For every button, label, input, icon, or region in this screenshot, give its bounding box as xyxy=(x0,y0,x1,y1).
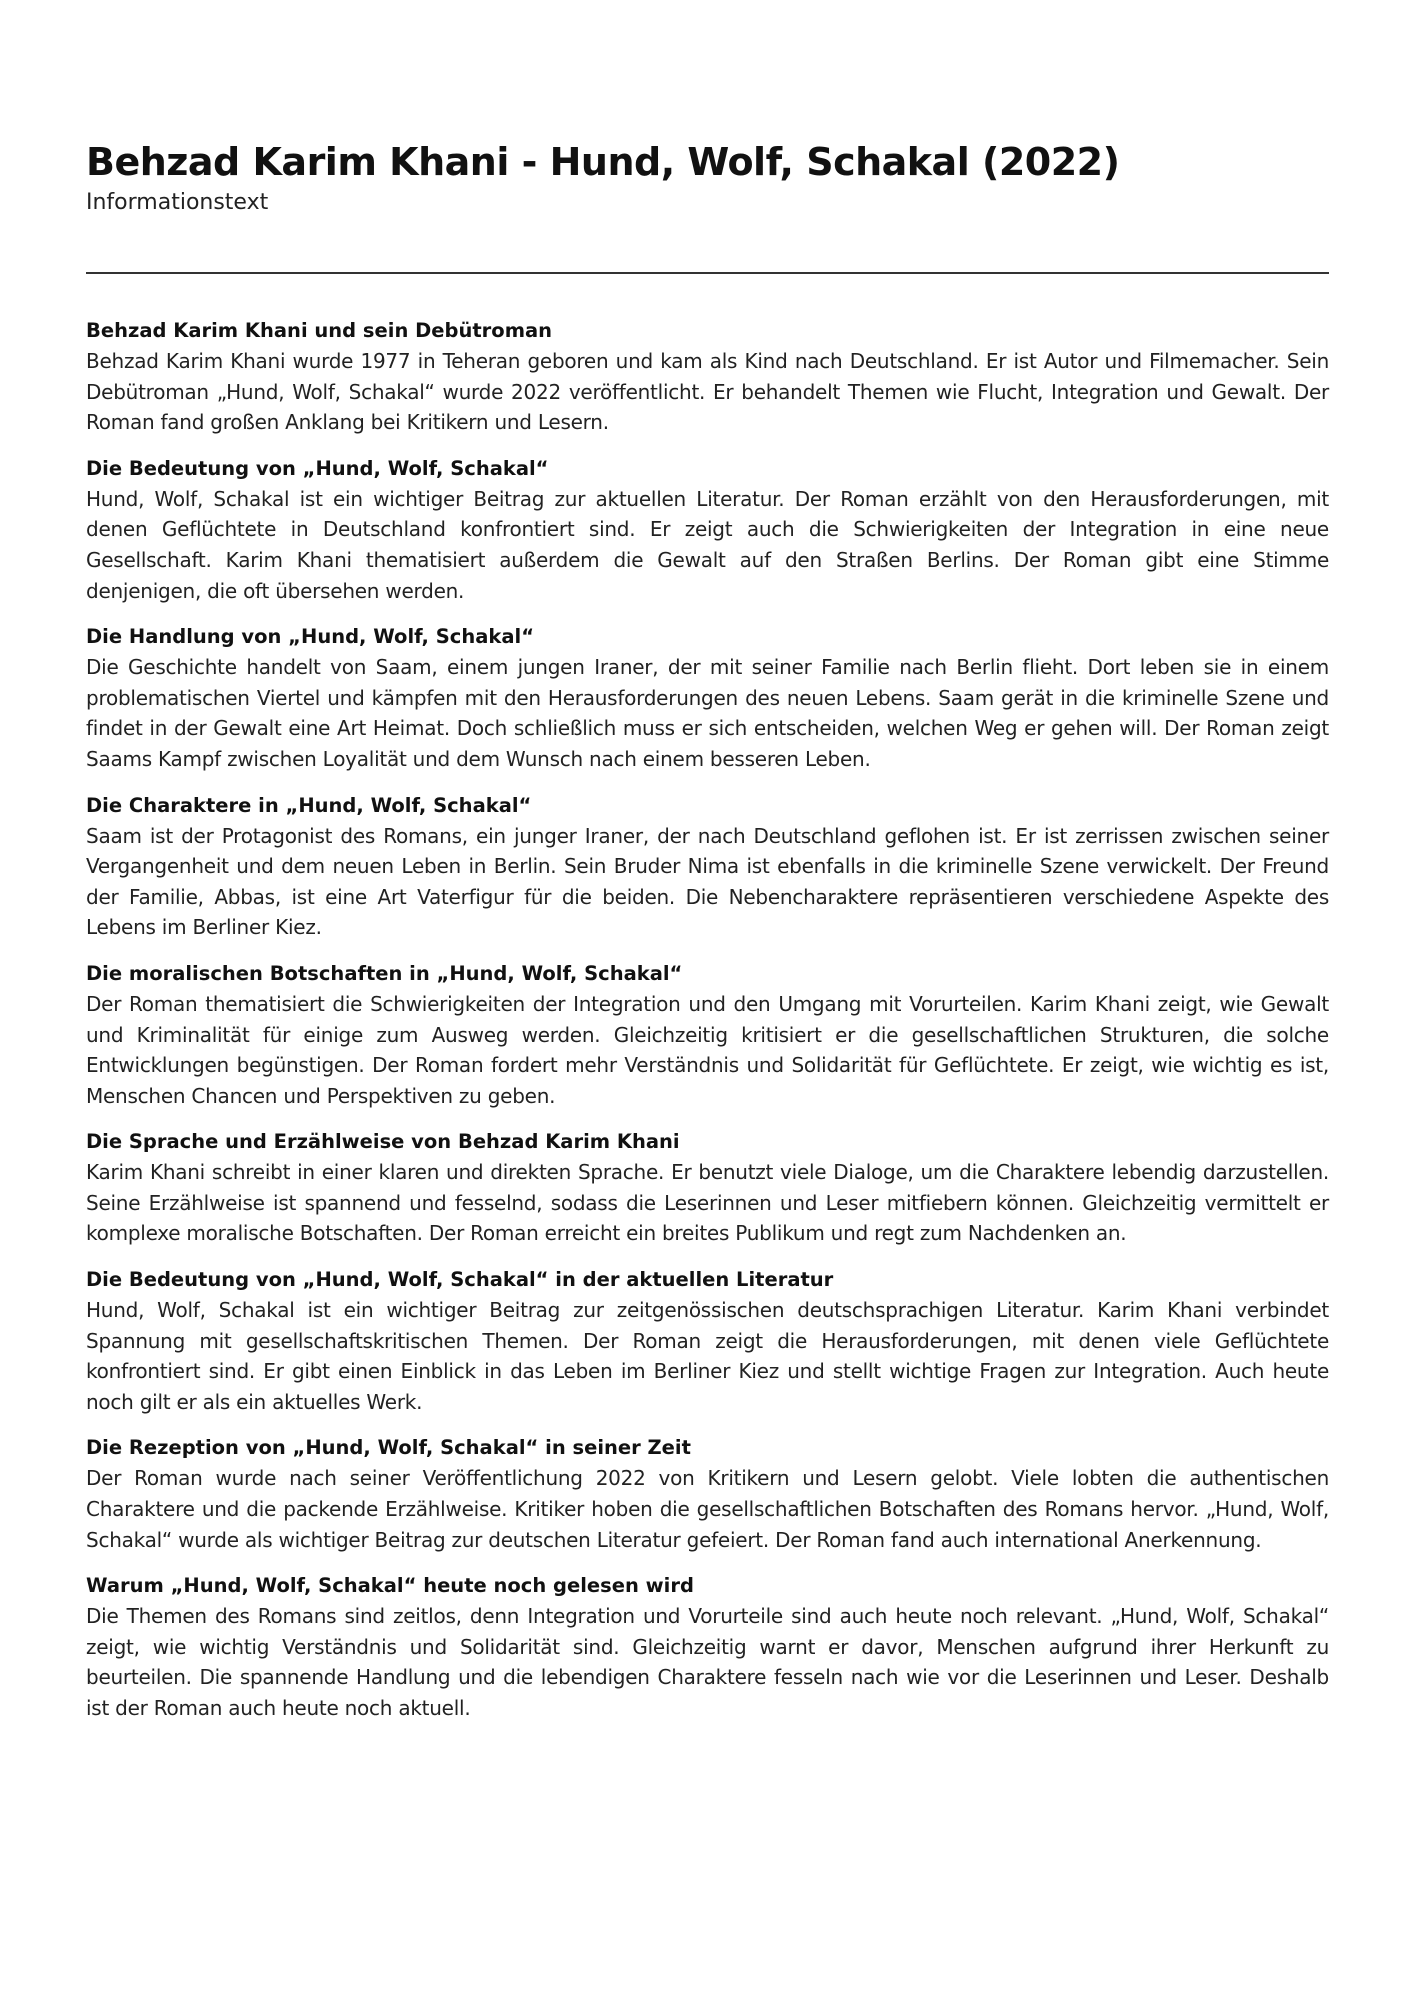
section-heading: Warum „Hund, Wolf, Schakal“ heute noch gelesen wird xyxy=(86,1574,694,1598)
section-heading: Die Charaktere in „Hund, Wolf, Schakal“ xyxy=(86,793,532,817)
section-paragraph: Behzad Karim Khani wurde 1977 in Teheran geboren und kam als Kind nach Deutschland. Er ist Autor und Filmemacher. Sein Debütroman „Hund, Wolf, Schakal“ wurde 2022 veröffentlicht. Er behandelt Themen wie Flucht, Integration und Gewalt. Der Roman fand großen Anklang bei Kritikern und Lesern. xyxy=(86,349,1329,435)
section-heading: Die Handlung von „Hund, Wolf, Schakal“ xyxy=(86,625,535,649)
section-heading: Behzad Karim Khani und sein Debütroman xyxy=(86,319,553,342)
section-paragraph: Hund, Wolf, Schakal ist ein wichtiger Beitrag zur zeitgenössischen deutschsprachigen Literatur. Karim Khani verbindet Spannung mit gesellschaftskritischen Themen. Der Roman zeigt die Herausforderungen, mit denen viele Geflüchtete konfrontiert sind. Er gibt einen Einblick in das Leben im Berliner Kiez und stellt wichtige Fragen zur Integration. Auch heute noch gilt er als ein aktuelles Werk. xyxy=(86,1298,1329,1414)
section-paragraph: Der Roman wurde nach seiner Veröffentlichung 2022 von Kritikern und Lesern gelobt. Viele lobten die authentischen Charaktere und die packende Erzählweise. Kritiker hoben die gesellschaftlichen Botschaften des Romans hervor. „Hund, Wolf, Schakal“ wurde als wichtiger Beitrag zur deutschen Literatur gefeiert. Der Roman fand auch international Anerkennung. xyxy=(86,1466,1329,1552)
document-title: Behzad Karim Khani - Hund, Wolf, Schakal (2022) xyxy=(86,140,1120,184)
section-paragraph: Die Geschichte handelt von Saam, einem jungen Iraner, der mit seiner Familie nach Berlin flieht. Dort leben sie in einem problematischen Viertel und kämpfen mit den Herausforderungen des neuen Lebens. Saam gerät in die kriminelle Szene und findet in der Gewalt eine Art Heimat. Doch schließlich muss er sich entscheiden, welchen Weg er gehen will. Der Roman zeigt Saams Kampf zwischen Loyalität und dem Wunsch nach einem besseren Leben. xyxy=(86,655,1329,771)
section-heading: Die Sprache und Erzählweise von Behzad Karim Khani xyxy=(86,1130,680,1154)
section-heading: Die Bedeutung von „Hund, Wolf, Schakal“ xyxy=(86,456,549,480)
document-subtitle: Informationstext xyxy=(86,190,269,215)
section-why-still-read xyxy=(86,1571,1329,1723)
section-paragraph: Die Themen des Romans sind zeitlos, denn Integration und Vorurteile sind auch heute noch relevant. „Hund, Wolf, Schakal“ zeigt, wie wichtig Verständnis und Solidarität sind. Gleichzeitig warnt er davor, Menschen aufgrund ihrer Herkunft zu beurteilen. Die spannende Handlung und die lebendigen Charaktere fesseln nach wie vor die Leserinnen und Leser. Deshalb ist der Roman auch heute noch aktuell. xyxy=(86,1604,1329,1720)
section-reception xyxy=(86,1433,1329,1555)
section-heading: Die Bedeutung von „Hund, Wolf, Schakal“ in der aktuellen Literatur xyxy=(86,1268,834,1292)
section-author-debut xyxy=(86,316,1329,438)
section-paragraph: Karim Khani schreibt in einer klaren und direkten Sprache. Er benutzt viele Dialoge, um die Charaktere lebendig darzustellen. Seine Erzählweise ist spannend und fesselnd, sodass die Leserinnen und Leser mitfiebern können. Gleichzeitig vermittelt er komplexe moralische Botschaften. Der Roman erreicht ein breites Publikum und regt zum Nachdenken an. xyxy=(86,1160,1329,1246)
section-current-literature xyxy=(86,1265,1329,1417)
document-header xyxy=(86,138,1329,218)
section-heading: Die moralischen Botschaften in „Hund, Wolf, Schakal“ xyxy=(86,961,683,985)
section-paragraph: Der Roman thematisiert die Schwierigkeiten der Integration und den Umgang mit Vorurteilen. Karim Khani zeigt, wie Gewalt und Kriminalität für einige zum Ausweg werden. Gleichzeitig kritisiert er die gesellschaftlichen Strukturen, die solche Entwicklungen begünstigen. Der Roman fordert mehr Verständnis und Solidarität für Geflüchtete. Er zeigt, wie wichtig es ist, Menschen Chancen und Perspektiven zu geben. xyxy=(86,991,1329,1108)
section-characters xyxy=(86,791,1329,943)
document-body xyxy=(86,316,1329,1740)
header-divider xyxy=(86,272,1329,274)
section-language-style xyxy=(86,1127,1329,1249)
section-plot xyxy=(86,622,1329,774)
section-paragraph: Hund, Wolf, Schakal ist ein wichtiger Beitrag zur aktuellen Literatur. Der Roman erzählt von den Herausforderungen, mit denen Geflüchtete in Deutschland konfrontiert sind. Er zeigt auch die Schwierigkeiten der Integration in eine neue Gesellschaft. Karim Khani thematisiert außerdem die Gewalt auf den Straßen Berlins. Der Roman gibt eine Stimme denjenigen, die oft übersehen werden. xyxy=(86,486,1329,603)
section-significance xyxy=(86,454,1329,606)
section-moral-messages xyxy=(86,959,1329,1111)
section-heading: Die Rezeption von „Hund, Wolf, Schakal“ in seiner Zeit xyxy=(86,1436,691,1460)
section-paragraph: Saam ist der Protagonist des Romans, ein junger Iraner, der nach Deutschland geflohen ist. Er ist zerrissen zwischen seiner Vergangenheit und dem neuen Leben in Berlin. Sein Bruder Nima ist ebenfalls in die kriminelle Szene verwickelt. Der Freund der Familie, Abbas, ist eine Art Vaterfigur für die beiden. Die Nebencharaktere repräsentieren verschiedene Aspekte des Lebens im Berliner Kiez. xyxy=(86,823,1329,940)
